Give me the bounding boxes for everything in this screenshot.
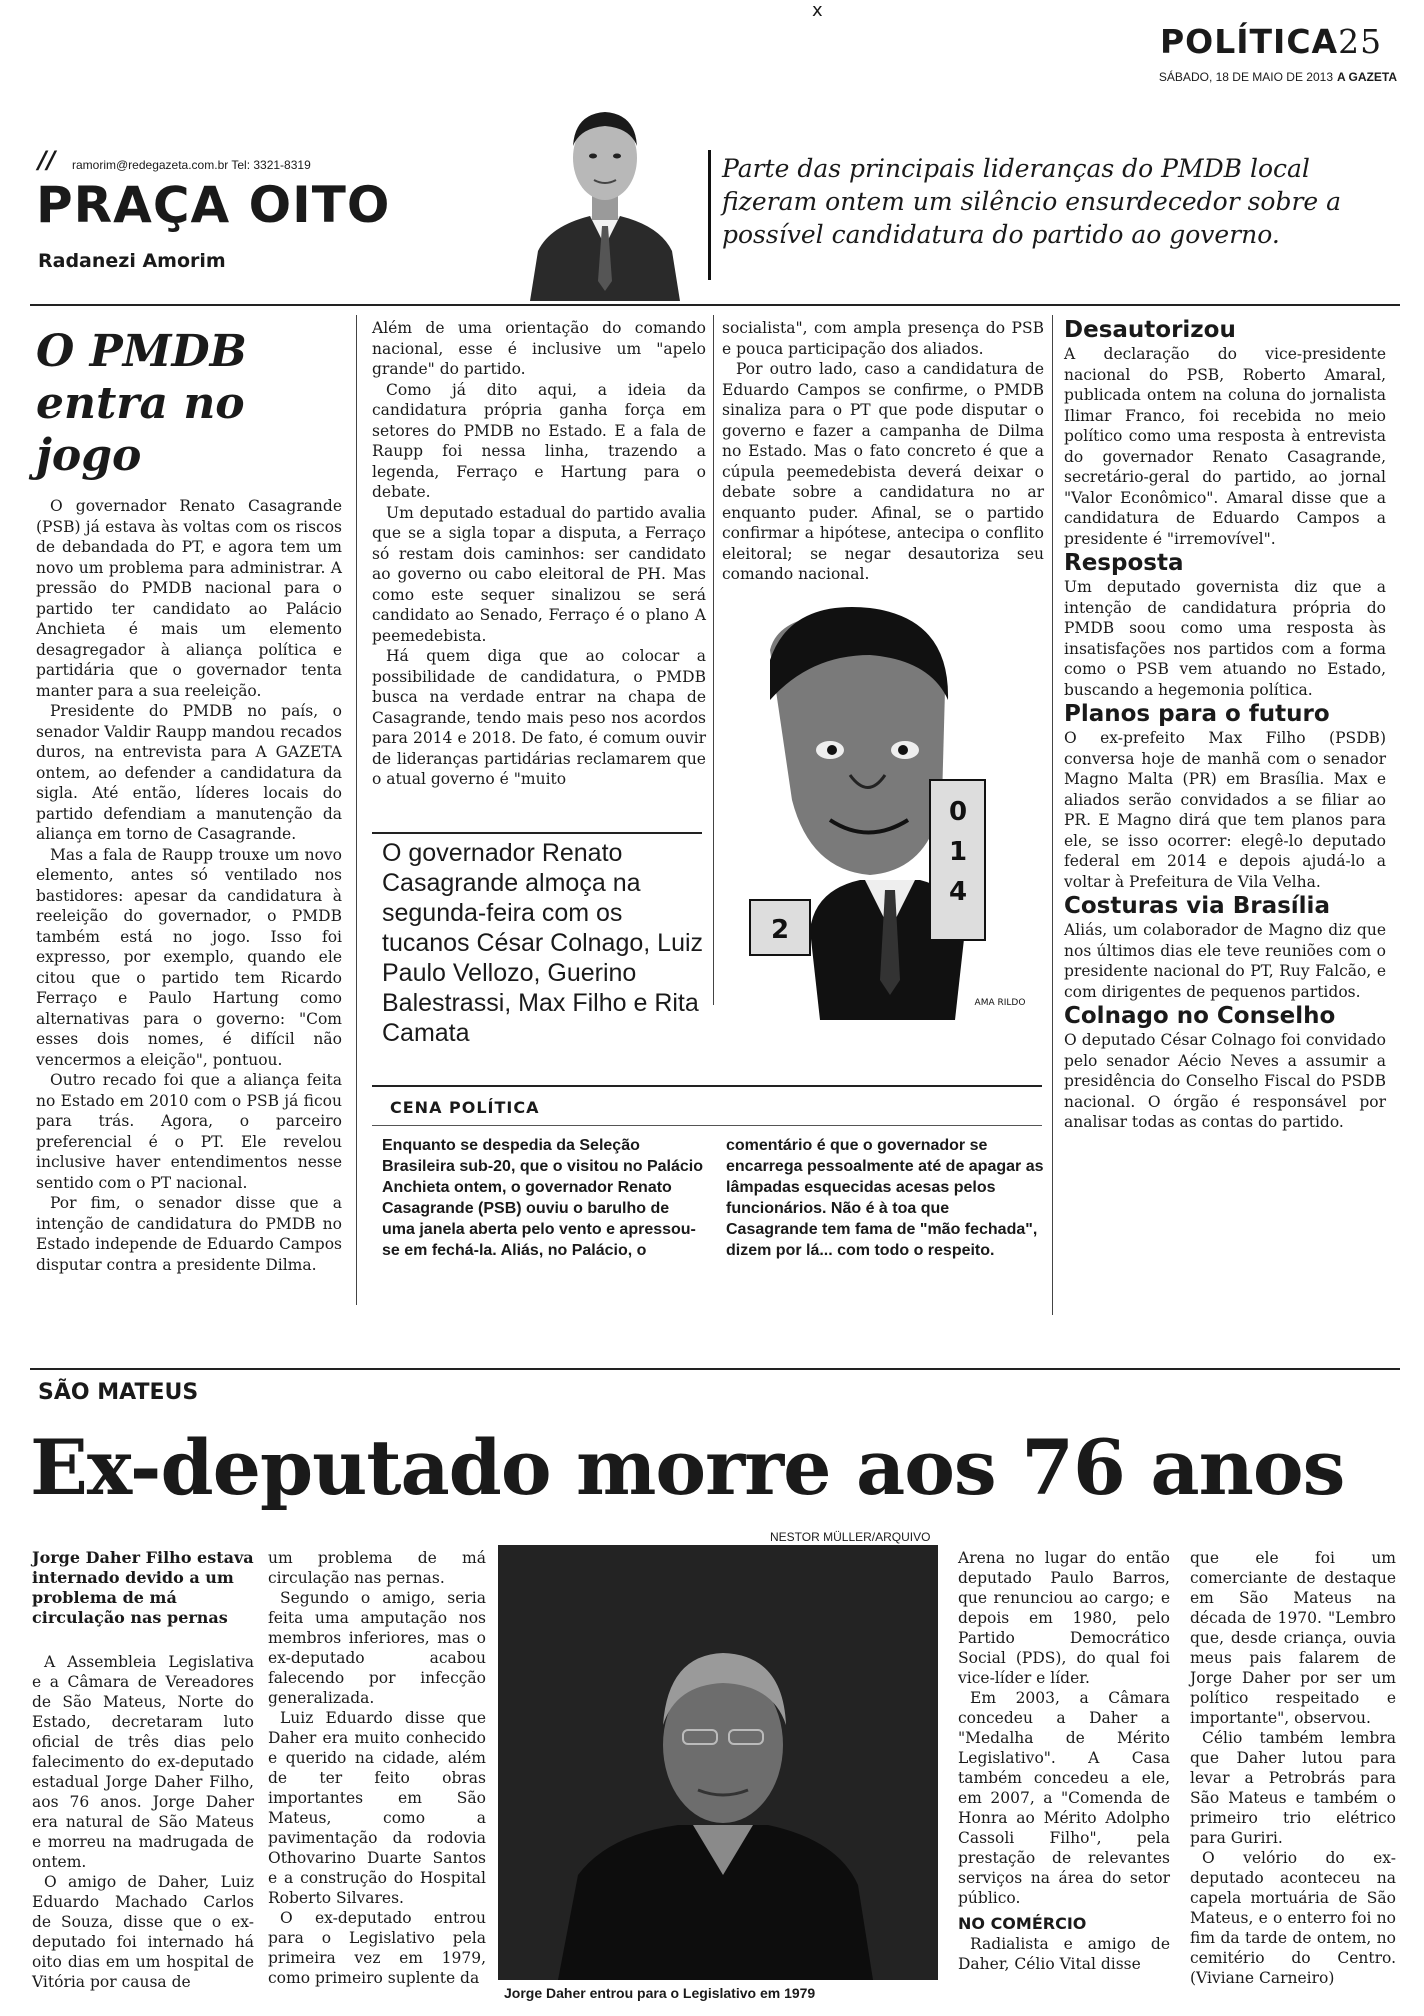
paragraph: Presidente do PMDB no país, o senador Valdir Raupp mandou recados duros, na entrevista para A GAZETA ontem, ao defender a candidatura da sigla. Até então, líderes locais do partido defendiam a manutenção da aliança em torno de Casagrande. xyxy=(36,702,342,843)
note-text: Um deputado governista diz que a intenção de candidatura própria do PMDB soou como uma resposta às insatisfações nos partidos com a forma como o PSB vem atuando no Estado, buscando a hegemonia política. xyxy=(1064,578,1386,699)
paragraph: Além de uma orientação do comando nacional, esse é inclusive um "apelo grande" do partido. xyxy=(372,319,706,378)
photo-caption: Jorge Daher entrou para o Legislativo em 1979 xyxy=(504,1985,816,2001)
columnist-name: Radanezi Amorim xyxy=(38,250,226,272)
paragraph: Segundo o amigo, seria feita uma amputação nos membros inferiores, mas o ex-deputado acabou falecendo por infecção generalizada. xyxy=(268,1589,486,1707)
svg-text:2: 2 xyxy=(770,915,790,945)
svg-text:1: 1 xyxy=(948,837,968,867)
header-divider xyxy=(30,304,1400,306)
note-title: Planos para o futuro xyxy=(1064,701,1330,727)
note-item xyxy=(1064,1002,1386,1133)
caricature-illustration xyxy=(730,600,1030,1020)
story-column-2 xyxy=(372,318,706,790)
obituary-column-2 xyxy=(268,1548,486,1988)
paragraph: Há quem diga que ao colocar a possibilidade de candidatura, o PMDB busca na verdade entrar na chapa de Casagrande, tendo mais peso nos acordos para 2014 e 2018. De fato, é comum ouvir de lideranças partidárias reclamarem que o atual governo é "muito xyxy=(372,647,706,788)
paragraph: O velório do ex-deputado aconteceu na capela mortuária de São Mateus, e o enterro foi no fim da tarde de ontem, no cemitério do Centro. (Viviane Carneiro) xyxy=(1190,1849,1396,1987)
paragraph: Em 2003, a Câmara concedeu a Daher a "Medalha de Mérito Legislativo". A Casa também concedeu a ele, em 2007, a "Comenda de Honra ao Mérito Adolpho Cassoli Filho", pela prestação de relevantes serviços na área do setor público. xyxy=(958,1689,1170,1907)
paragraph: O amigo de Daher, Luiz Eduardo Machado Carlos de Souza, disse que o ex-deputado foi internado há oito dias em um hospital de Vitória por causa de xyxy=(32,1873,254,1991)
paragraph: Por outro lado, caso a candidatura de Eduardo Campos se confirme, o PMDB sinaliza para o PT que pode disputar o governo e fazer a campanha de Dilma no Estado. Mas o fato concreto é que a cúpula peemedebista deverá deixar o debate sobre a candidatura no ar enquanto puder. Afinal, se o partido confirmar a hipótese, antecipa o conflito eleitoral; se negar desautoriza seu comando nacional. xyxy=(722,360,1044,583)
paragraph: Arena no lugar do então deputado Paulo Barros, que renunciou ao cargo; e depois em 1980, pelo Partido Democrático Social (PDS), do qual foi vice-líder e líder. xyxy=(958,1549,1170,1687)
column-name: PRAÇA OITO xyxy=(36,176,391,234)
note-title: Costuras via Brasília xyxy=(1064,893,1330,919)
obituary-column-3 xyxy=(958,1548,1170,1974)
paragraph: Célio também lembra que Daher lutou para levar a Petrobrás para São Mateus e também o primeiro trio elétrico para Guriri. xyxy=(1190,1729,1396,1847)
pullquote-rule xyxy=(372,832,702,834)
paragraph: Como já dito aqui, a ideia da candidatura própria ganha força em setores do PMDB no Estado. E a fala de Raupp foi nessa linha, trazendo a legenda, Ferraço e Hartung para o debate. xyxy=(372,380,706,501)
story-column-1 xyxy=(36,496,342,1275)
photo-credit: NESTOR MÜLLER/ARQUIVO xyxy=(770,1530,931,1544)
paragraph: Um deputado estadual do partido avalia que se a sigla topar a disputa, a Ferraço só restam dois caminhos: ser candidato ao governo ou cabo eleitoral de PH. Mas como este sequer sinalizou se será candidato ao Senado, Ferraço é o plano A peemedebista. xyxy=(372,503,706,645)
column-logo-mark: // xyxy=(38,146,56,174)
note-item xyxy=(1064,892,1386,1002)
paragraph: A Assembleia Legislativa e a Câmara de Vereadores de São Mateus, Norte do Estado, decretaram luto oficial de três dias pelo falecimento do ex-deputado estadual Jorge Daher Filho, aos 76 anos. Jorge Daher era natural de São Mateus e morreu na madrugada de ontem. xyxy=(32,1653,254,1871)
cena-label: CENA POLÍTICA xyxy=(390,1098,540,1117)
section-name: POLÍTICA xyxy=(1160,22,1339,61)
newspaper-name: A GAZETA xyxy=(1337,70,1397,84)
paragraph: que ele foi um comerciante de destaque em São Mateus na década de 1970. "Lembro que, desde criança, ouvia meus pais falarem de Jorge Daher por ser um político respeitado e importante", observou. xyxy=(1190,1549,1396,1727)
obituary-kicker: SÃO MATEUS xyxy=(38,1380,199,1405)
note-title: Resposta xyxy=(1064,550,1184,576)
section-title xyxy=(1160,22,1395,61)
paragraph: O governador Renato Casagrande (PSB) já estava às voltas com os riscos de debandada do PT, e agora tem um novo um problema para administrar. A pressão do PMDB nacional para o partido ter candidato ao Palácio Anchieta é mais um elemento desagregador à aliança política e partidária que o governador tenta manter para a sua reeleição. xyxy=(36,497,342,700)
svg-text:0: 0 xyxy=(948,797,968,827)
paragraph: socialista", com ampla presença do PSB e pouca participação dos aliados. xyxy=(722,319,1044,358)
cena-rule xyxy=(372,1085,1042,1087)
note-item xyxy=(1064,316,1386,549)
cena-rule xyxy=(372,1125,1042,1126)
obituary-headline: Ex-deputado morre aos 76 anos xyxy=(30,1423,1345,1512)
obituary-photo xyxy=(498,1545,938,1980)
note-item xyxy=(1064,700,1386,892)
issue-date: SÁBADO, 18 DE MAIO DE 2013 xyxy=(1158,70,1333,84)
columnist-contact: ramorim@redegazeta.com.br Tel: 3321-8319 xyxy=(72,158,311,172)
story-divider xyxy=(30,1368,1400,1370)
paragraph: Radialista e amigo de Daher, Célio Vital disse xyxy=(958,1935,1170,1973)
note-item xyxy=(1064,549,1386,700)
obituary-standfirst: Jorge Daher Filho estava internado devido a um problema de má circulação nas pernas xyxy=(32,1548,254,1627)
pullquote: O governador Renato Casagrande almoça na segunda-feira com os tucanos César Colnago, Luiz Paulo Vellozo, Guerino Balestrassi, Max Filho e Rita Camata xyxy=(382,839,704,1047)
page-mark: x xyxy=(812,0,823,21)
paragraph: Luiz Eduardo disse que Daher era muito conhecido e querido na cidade, além de ter feito obras importantes em São Mateus, como a pavimentação da rodovia Othovarino Duarte Santos e a construção do Hospital Roberto Silvares. xyxy=(268,1709,486,1907)
paragraph: Por fim, o senador disse que a intenção de candidatura do PMDB no Estado independe de Eduardo Campos disputar contra a presidente Dilma. xyxy=(36,1194,342,1274)
note-title: Colnago no Conselho xyxy=(1064,1003,1336,1029)
story-headline: O PMDB entra no jogo xyxy=(36,326,247,481)
obituary-subhead: NO COMÉRCIO xyxy=(958,1914,1087,1933)
obituary-column-1 xyxy=(32,1652,254,1992)
cena-text-right: comentário é que o governador se encarrega pessoalmente até de apagar as lâmpadas esquecidas acesas pelos funcionários. Não é à toa que Casagrande tem fama de "mão fechada", dizem por lá... com todo o respeito. xyxy=(726,1137,1044,1259)
note-text: O ex-prefeito Max Filho (PSDB) conversa hoje de manhã com o senador Magno Malta (PR) em Brasília. Max e aliados serão convidados a se filiar ao PR. E Magno dirá que tem planos para ele, se isso ocorrer: elegê-lo deputado federal em 2014 e depois ajudá-lo a voltar à Prefeitura de Vila Velha. xyxy=(1064,729,1386,891)
paragraph: O ex-deputado entrou para o Legislativo pela primeira vez em 1979, como primeiro suplente da xyxy=(268,1909,486,1987)
note-title: Desautorizou xyxy=(1064,317,1236,343)
dateline xyxy=(1157,70,1397,84)
page-number: 25 xyxy=(1338,22,1383,61)
column-divider xyxy=(356,315,357,1305)
columnist-portrait xyxy=(520,76,690,301)
paragraph: um problema de má circulação nas pernas. xyxy=(268,1549,486,1587)
column-divider xyxy=(713,315,714,1005)
column-deck: Parte das principais lideranças do PMDB local fizeram ontem um silêncio ensurdecedor sobre a possível candidatura do partido ao governo. xyxy=(722,154,1342,249)
paragraph: Outro recado foi que a aliança feita no Estado em 2010 com o PSB já ficou para trás. Agora, o parceiro preferencial é o PT. Ele revelou inclusive haver entendimentos nesse sentido com o PT nacional. xyxy=(36,1071,342,1192)
svg-text:4: 4 xyxy=(948,877,968,907)
paragraph: Mas a fala de Raupp trouxe um novo elemento, antes só ventilado nos bastidores: apesar da candidatura à reeleição do governador, o PMDB também está no jogo. Isso foi expresso, por exemplo, quando ele citou que o partido tem Ricardo Ferraço e Paulo Hartung como alternativas para o governo: "Com esses dois nomes, é difícil não vencermos a eleição", pontuou. xyxy=(36,845,342,1069)
note-text: O deputado César Colnago foi convidado pelo senador Aécio Neves a assumir a presidência do Conselho Fiscal do PSDB nacional. O órgão é responsável por analisar todas as contas do partido. xyxy=(1064,1031,1386,1131)
notes-column xyxy=(1064,316,1386,1133)
cartoon-signature: AMA RILDO xyxy=(974,998,1026,1008)
note-text: Aliás, um colaborador de Magno diz que nos últimos dias ele teve reuniões com o presidente nacional do PT, Ruy Falcão, e com dirigentes de pequenos partidos. xyxy=(1064,921,1386,1001)
deck-rule xyxy=(708,150,711,280)
story-column-3 xyxy=(722,318,1044,585)
obituary-column-4 xyxy=(1190,1548,1396,1988)
cena-text-left: Enquanto se despedia da Seleção Brasileira sub-20, que o visitou no Palácio Anchieta ontem, o governador Renato Casagrande (PSB) ouviu o barulho de uma janela aberta pelo vento e apressou-se em fechá-la. Aliás, no Palácio, o xyxy=(382,1137,703,1259)
note-text: A declaração do vice-presidente nacional do PSB, Roberto Amaral, publicada ontem na coluna do jornalista Ilimar Franco, foi recebida no meio político como uma resposta à entrevista do governador Renato Casagrande, secretário-geral do partido, ao jornal "Valor Econômico". Amaral disse que a candidatura de Eduardo Campos a presidente é "irremovível". xyxy=(1064,345,1386,548)
column-divider xyxy=(1052,315,1053,1315)
